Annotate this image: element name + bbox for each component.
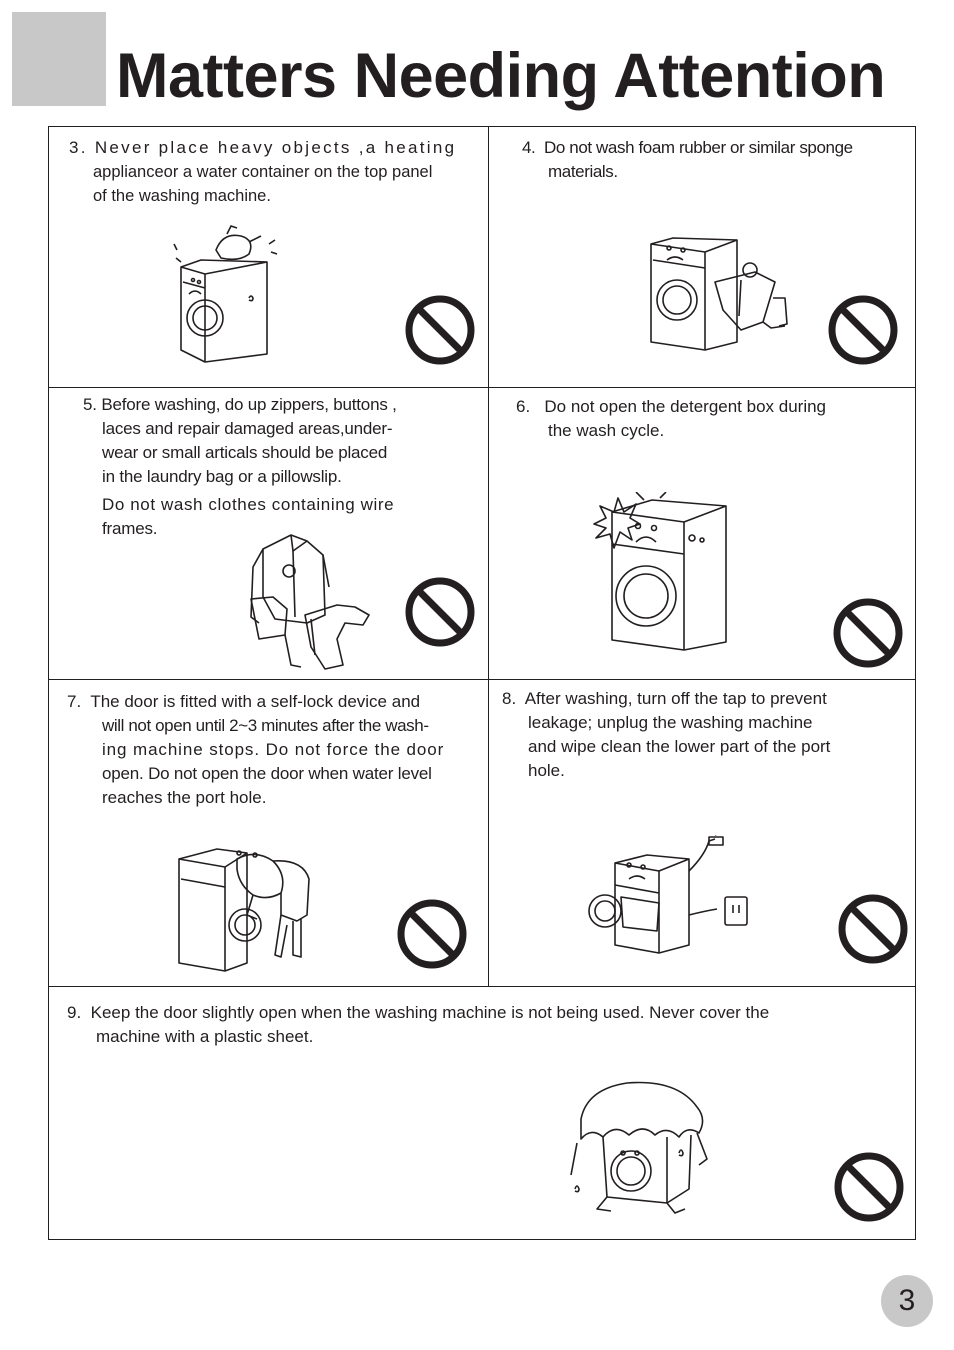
item-5-line: Do not wash clothes containing wire bbox=[102, 495, 395, 514]
item-5-number: 5. bbox=[83, 395, 97, 414]
item-9-text bbox=[67, 1001, 907, 1049]
item-8-line: leakage; unplug the washing machine bbox=[528, 713, 813, 732]
item-8-line: and wipe clean the lower part of the port bbox=[528, 737, 831, 756]
item-6-line: the wash cycle. bbox=[548, 421, 665, 440]
row-divider bbox=[49, 986, 915, 987]
column-divider bbox=[488, 127, 489, 987]
item-7-line: ing machine stops. Do not force the door bbox=[102, 740, 445, 759]
item-5-line: wear or small articals should be placed bbox=[102, 443, 388, 462]
item-5-line: frames. bbox=[102, 519, 158, 538]
washing-machine-door-illustration bbox=[177, 845, 317, 975]
item-5-line: Before washing, do up zippers, buttons , bbox=[101, 395, 397, 414]
item-9-line: Keep the door slightly open when the washing machine is not being used. Never cover the bbox=[90, 1003, 770, 1022]
item-8-line: hole. bbox=[528, 761, 565, 780]
row-divider bbox=[49, 387, 915, 388]
item-9-number: 9. bbox=[67, 1003, 82, 1022]
item-5-line: laces and repair damaged areas,under- bbox=[102, 419, 393, 438]
prohibition-icon bbox=[404, 294, 476, 366]
item-7-line: The door is fitted with a self-lock device and bbox=[90, 692, 421, 711]
item-6-number: 6. bbox=[516, 397, 531, 416]
washing-machine-kettle-illustration bbox=[171, 222, 281, 367]
prohibition-icon bbox=[833, 1151, 905, 1223]
item-7-number: 7. bbox=[67, 692, 82, 711]
item-3-line: of the washing machine. bbox=[93, 187, 271, 205]
item-6-text bbox=[516, 395, 906, 443]
header-grey-box bbox=[12, 12, 106, 106]
item-8-line: After washing, turn off the tap to prevent bbox=[524, 689, 827, 708]
prohibition-icon bbox=[404, 576, 476, 648]
item-7-line: will not open until 2~3 minutes after the wash- bbox=[102, 716, 429, 735]
washing-machine-detergent-illustration bbox=[592, 492, 732, 652]
washing-machine-sponge-illustration bbox=[645, 232, 795, 357]
item-4-line: Do not wash foam rubber or similar sponge bbox=[544, 138, 853, 157]
item-9-line: machine with a plastic sheet. bbox=[96, 1027, 314, 1046]
shirt-clothes-illustration bbox=[245, 527, 375, 672]
item-5-line: in the laundry bag or a pillowslip. bbox=[102, 467, 342, 486]
item-4-line: materials. bbox=[548, 162, 618, 181]
item-5-text bbox=[83, 393, 483, 541]
prohibition-icon bbox=[837, 893, 909, 965]
item-8-number: 8. bbox=[502, 689, 517, 708]
item-3-text bbox=[69, 136, 469, 208]
item-7-line: open. Do not open the door when water level bbox=[102, 764, 432, 783]
item-8-text bbox=[502, 687, 902, 783]
row-divider bbox=[49, 679, 915, 680]
page-number-badge: 3 bbox=[881, 1275, 933, 1327]
instruction-grid bbox=[48, 126, 916, 1240]
item-7-line: reaches the port hole. bbox=[102, 788, 267, 807]
prohibition-icon bbox=[396, 898, 468, 970]
item-3-line: Never place heavy objects ,a heating bbox=[94, 138, 457, 157]
prohibition-icon bbox=[827, 294, 899, 366]
item-7-text bbox=[67, 690, 472, 810]
item-4-number: 4. bbox=[522, 138, 536, 157]
item-6-line: Do not open the detergent box during bbox=[544, 397, 827, 416]
item-3-number: 3. bbox=[69, 138, 88, 157]
prohibition-icon bbox=[832, 597, 904, 669]
item-4-text bbox=[522, 136, 912, 184]
washing-machine-covered-illustration bbox=[567, 1079, 717, 1219]
washing-machine-tap-plug-illustration bbox=[587, 835, 757, 960]
item-3-line: applianceor a water container on the top panel bbox=[93, 163, 433, 181]
page-title: Matters Needing Attention bbox=[116, 41, 886, 111]
